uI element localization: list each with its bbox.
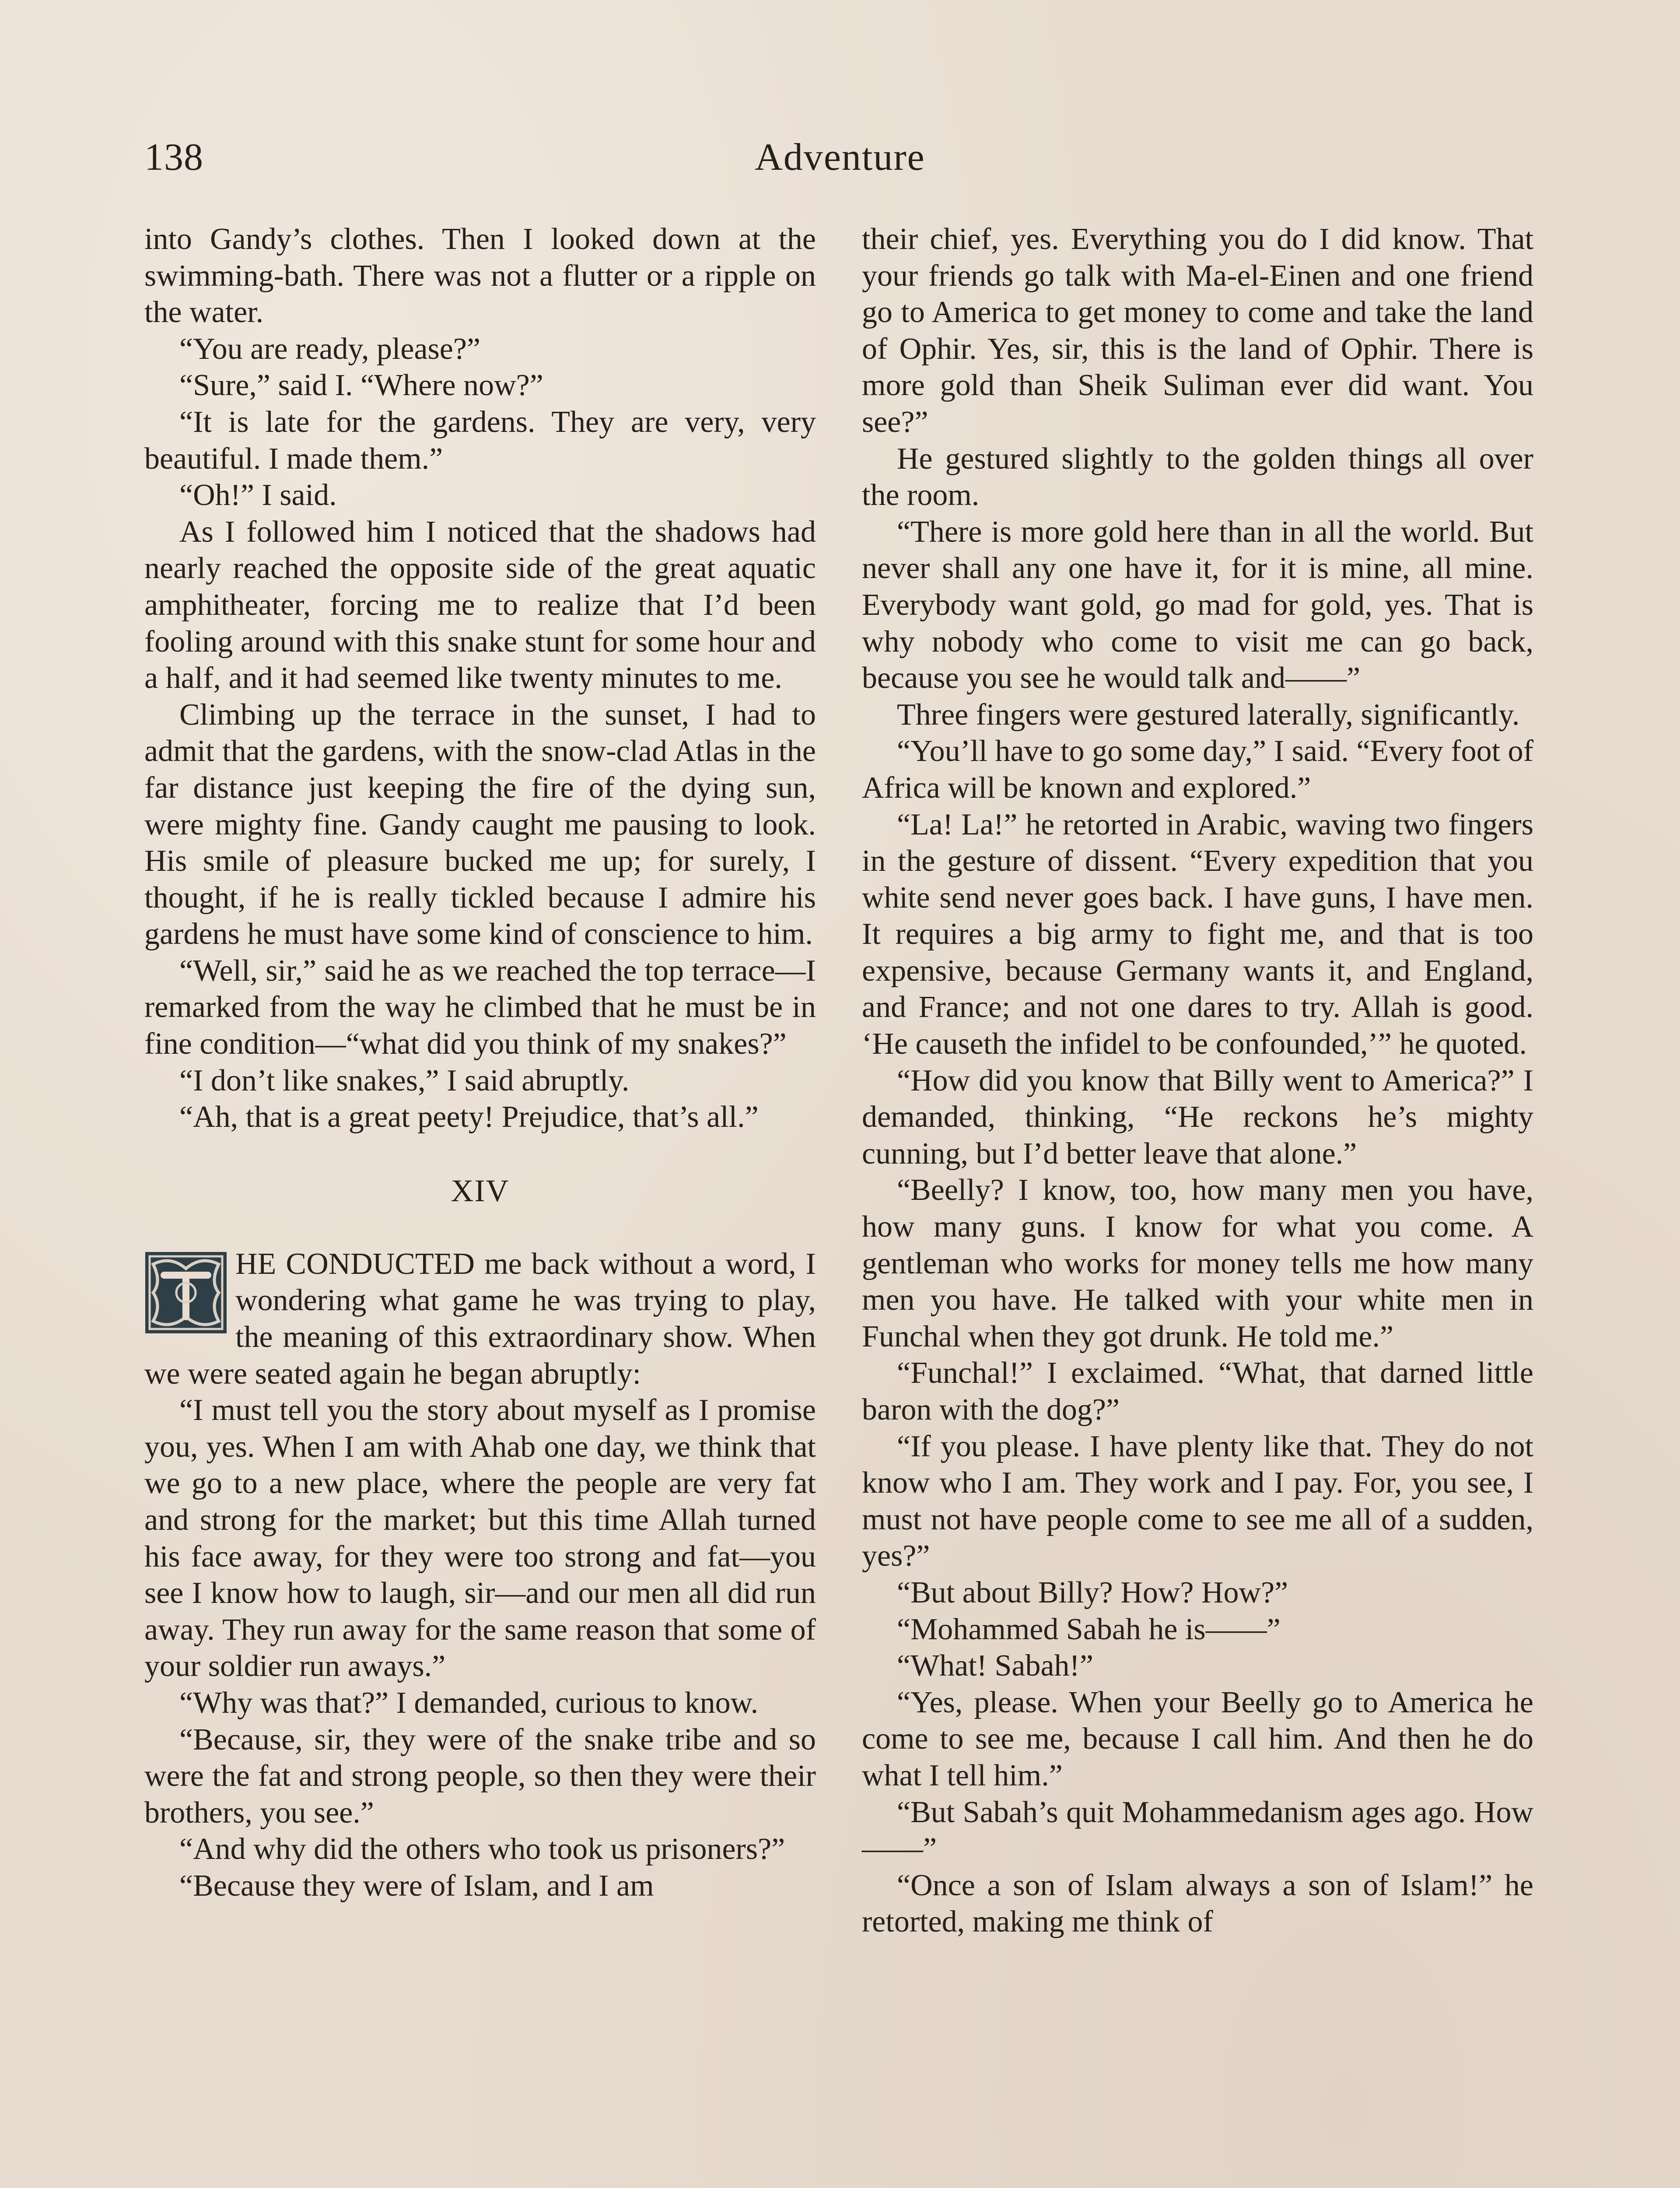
paragraph: “How did you know that Billy went to America?” I demanded, thinking, “He reckons he’s mighty cunning, but I’d better leave that alone.”: [862, 1063, 1533, 1171]
page-header: [144, 131, 1536, 184]
paragraph: “Funchal!” I exclaimed. “What, that darned little baron with the dog?”: [862, 1356, 1533, 1427]
paragraph: As I followed him I noticed that the shadows had nearly reached the opposite side of the great aquatic amphitheater, forcing me to realize that I’d been fooling around with this snake stunt for some hour and a half, and it had seemed like twenty minutes to me.: [144, 515, 816, 695]
left-column: [144, 221, 816, 1904]
chapter-heading: XIV: [451, 1173, 510, 1208]
paragraph: “What! Sabah!”: [897, 1649, 1093, 1683]
paragraph: “Well, sir,” said he as we reached the top terrace—I remarked from the way he climbed that he must be in fine condition—“what did you think of my snakes?”: [144, 954, 816, 1061]
paragraph: “It is late for the gardens. They are very, very beautiful. I made them.”: [144, 405, 816, 476]
paragraph: “I must tell you the story about myself as I promise you, yes. When I am with Ahab one day, we think that we go to a new place, where the people are very fat and strong for the market; but this time Allah turned his face away, for they were too strong and fat—you see I know how to laugh, sir—and our men all did run away. They run away for the same reason that some of your soldier run aways.”: [144, 1393, 816, 1683]
paragraph: “There is more gold here than in all the world. But never shall any one have it, for it is mine, all mine. Everybody want gold, go mad for gold, yes. That is why nobody who come to visit me can go back, because you see he would talk and——”: [862, 515, 1533, 695]
page-number: 138: [144, 136, 203, 179]
paragraph: “Beelly? I know, too, how many men you have, how many guns. I know for what you come. A gentleman who works for money tells me how many men you have. He talked with your white men in Funchal when they got drunk. He told me.”: [862, 1173, 1533, 1353]
paragraph: “Oh!” I said.: [179, 478, 337, 512]
paragraph: “Sure,” said I. “Where now?”: [179, 368, 543, 403]
paragraph: “Once a son of Islam always a son of Islam!” he retorted, making me think of: [862, 1868, 1533, 1939]
paragraph: Three fingers were gestured laterally, significantly.: [897, 698, 1520, 732]
paragraph: “Mohammed Sabah he is——”: [897, 1612, 1281, 1646]
chapter-opening-paragraph: HE CONDUCTED me back without a word, I wondering what game he was trying to play, the meaning of this extraordinary show. When we were seated again he began abruptly:: [144, 1247, 816, 1391]
paragraph: “La! La!” he retorted in Arabic, waving two fingers in the gesture of dissent. “Every expedition that you white send never goes back. I have guns, I have men. It requires a big army to fight me, and that is too expensive, because Germany wants it, and England, and France; and not one dares to try. Allah is good. ‘He causeth the infidel to be confounded,’” he quoted.: [862, 807, 1533, 1061]
paragraph: “Yes, please. When your Beelly go to America he come to see me, because I call him. And then he do what I tell him.”: [862, 1685, 1533, 1792]
paragraph: “Why was that?” I demanded, curious to know.: [179, 1686, 759, 1720]
drop-cap-t-icon: [144, 1251, 228, 1334]
paragraph: “And why did the others who took us prisoners?”: [179, 1832, 785, 1866]
paragraph: “Because, sir, they were of the snake tribe and so were the fat and strong people, so then they were their brothers, you see.”: [144, 1722, 816, 1830]
paragraph: their chief, yes. Everything you do I did know. That your friends go talk with Ma-el-Einen and one friend go to America to get money to come and take the land of Ophir. Yes, sir, this is the land of Ophir. There is more gold than Sheik Suliman ever did want. You see?”: [862, 222, 1533, 439]
paragraph: into Gandy’s clothes. Then I looked down at the swimming-bath. There was not a flutter or a ripple on the water.: [144, 222, 816, 330]
paragraph: “You are ready, please?”: [179, 332, 481, 366]
paragraph: Climbing up the terrace in the sunset, I had to admit that the gardens, with the snow-clad Atlas in the far distance just keeping the fire of the dying sun, were mighty fine. Gandy caught me pausing to look. His smile of pleasure bucked me up; for surely, I thought, if he is really tickled because I admire his gardens he must have some kind of conscience to him.: [144, 698, 816, 951]
paragraph: “Because they were of Islam, and I am: [179, 1869, 654, 1903]
paragraph: “Ah, that is a great peety! Prejudice, that’s all.”: [179, 1100, 759, 1134]
paragraph: “But about Billy? How? How?”: [897, 1575, 1288, 1609]
paragraph: He gestured slightly to the golden things all over the room.: [862, 442, 1533, 512]
drop-cap-ornament: [144, 1251, 228, 1334]
paragraph: “If you please. I have plenty like that. They do not know who I am. They work and I pay. For, you see, I must not have people come to see me all of a sudden, yes?”: [862, 1429, 1533, 1573]
paragraph: “But Sabah’s quit Mohammedanism ages ago. How——”: [862, 1795, 1533, 1866]
running-title: Adventure: [755, 136, 925, 179]
right-column: [862, 221, 1533, 1940]
paragraph: “I don’t like snakes,” I said abruptly.: [179, 1063, 630, 1098]
paragraph: “You’ll have to go some day,” I said. “Every foot of Africa will be known and explored.”: [862, 734, 1533, 805]
